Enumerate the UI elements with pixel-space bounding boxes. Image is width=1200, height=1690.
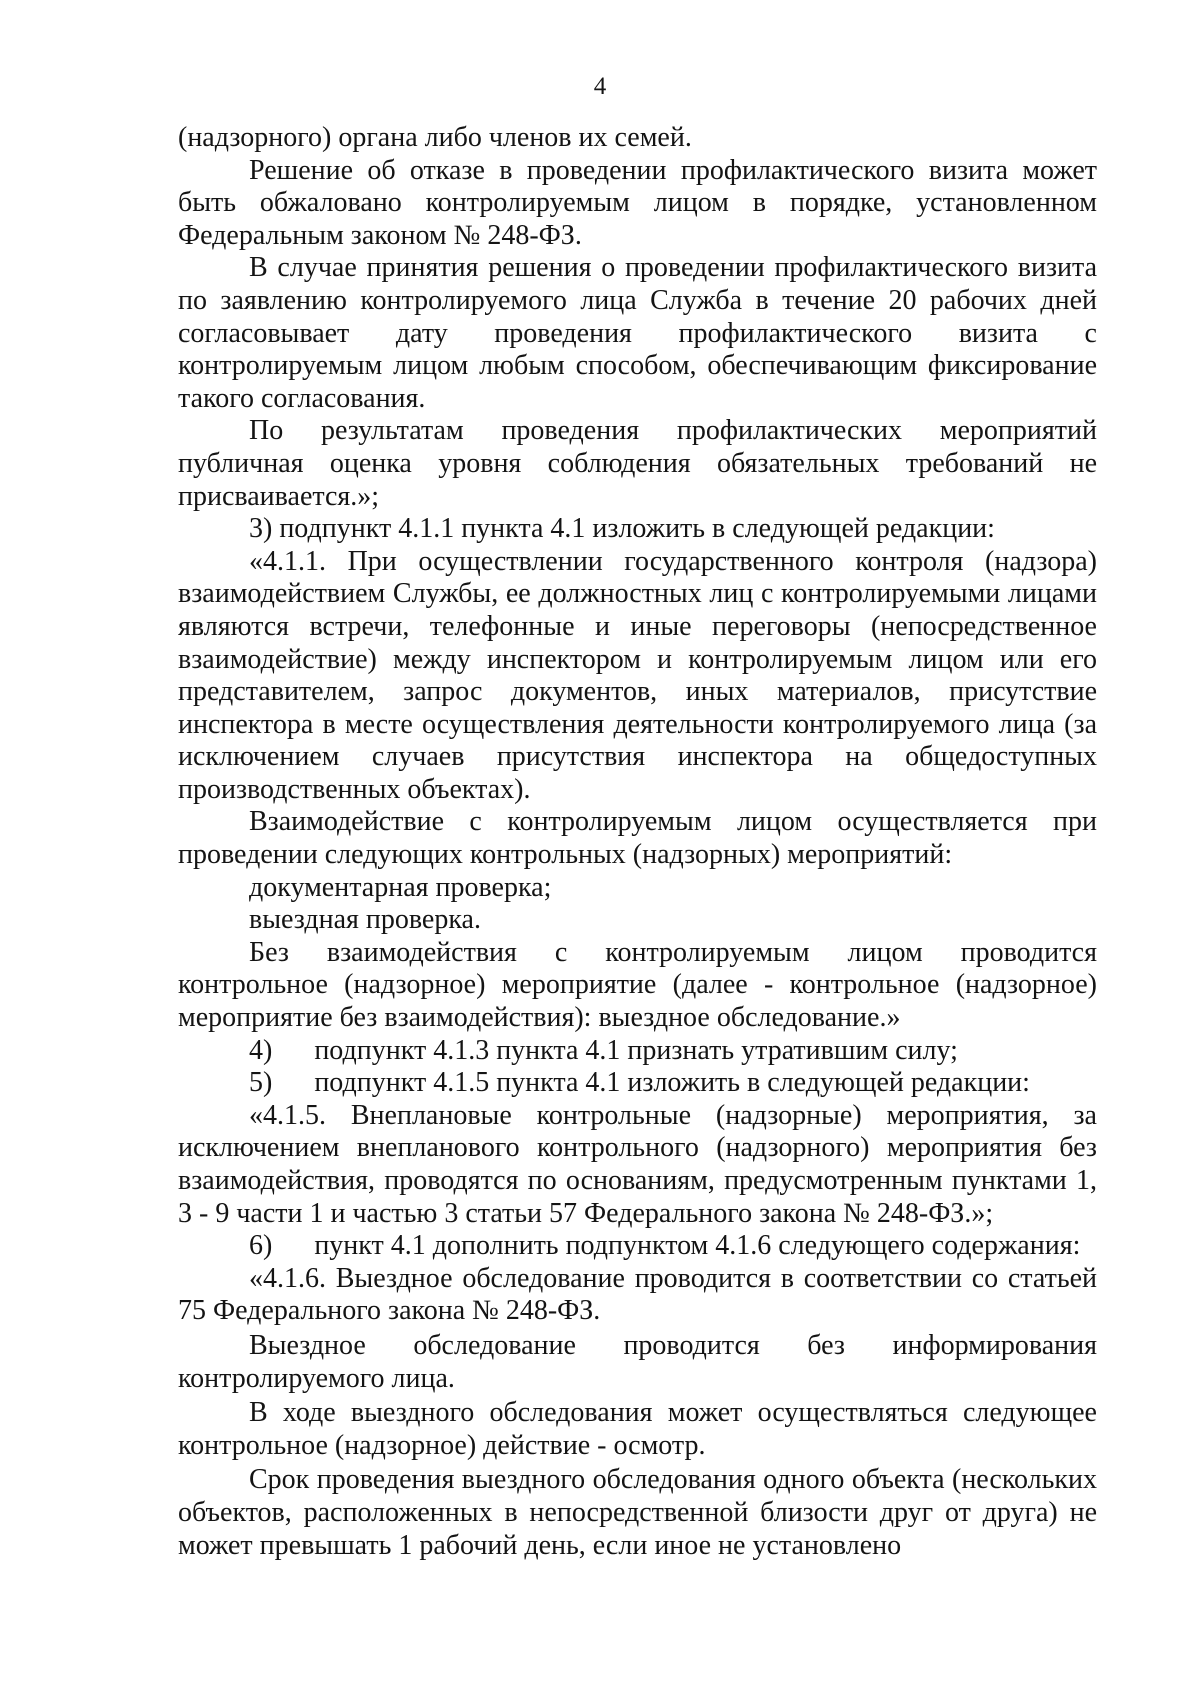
paragraph-documentary-check: документарная проверка; xyxy=(249,871,552,903)
document-body xyxy=(178,122,1097,1562)
paragraph-item-5: 5) подпункт 4.1.5 пункта 4.1 изложить в следующей редакции: xyxy=(249,1067,1030,1099)
paragraph-item-6: 6) пункт 4.1 дополнить подпунктом 4.1.6 следующего содержания: xyxy=(249,1230,1081,1262)
paragraph-4-1-5: «4.1.5. Внеплановые контрольные (надзорные) мероприятия, за исключением внепланового контрольного (надзорного) мероприятия без взаимодействия, проводятся по основаниям, предусмотренным пунктами 1, 3 - 9 части 1 и частью 3 статьи 57 Федерального закона № 248-ФЗ.»; xyxy=(178,1099,1097,1229)
page-number: 4 xyxy=(593,73,607,100)
paragraph-interaction: Взаимодействие с контролируемым лицом осуществляется при проведении следующих контрольных (надзорных) мероприятий: xyxy=(178,806,1097,871)
paragraph-4-1-1: «4.1.1. При осуществлении государственного контроля (надзора) взаимодействием Службы, ее должностных лиц с контролируемыми лицами являются встречи, телефонные и иные переговоры (непосредственное взаимодействие) между инспектором и контролируемым лицом или его представителем, запрос документов, иных материалов, присутствие инспектора в месте осуществления деятельности контролируемого лица (за исключением случаев присутствия инспектора на общедоступных производственных объектах). xyxy=(178,545,1097,805)
paragraph-item-3: 3) подпункт 4.1.1 пункта 4.1 изложить в следующей редакции: xyxy=(249,513,995,545)
paragraph-no-informing: Выездное обследование проводится без информирования контролируемого лица. xyxy=(178,1329,1097,1394)
paragraph-onsite-check: выездная проверка. xyxy=(249,904,481,936)
paragraph-public-assessment: По результатам проведения профилактических мероприятий публичная оценка уровня соблюдения обязательных требований не присваивается.»; xyxy=(178,415,1097,512)
paragraph-duration: Срок проведения выездного обследования одного объекта (нескольких объектов, расположенных в непосредственной близости друг от друга) не может превышать 1 рабочий день, если иное не установлено xyxy=(178,1464,1097,1561)
paragraph-item-4: 4) подпункт 4.1.3 пункта 4.1 признать утратившим силу; xyxy=(249,1034,958,1066)
paragraph-continuation: (надзорного) органа либо членов их семей. xyxy=(178,122,692,153)
paragraph-4-1-6: «4.1.6. Выездное обследование проводится в соответствии со статьей 75 Федерального закона № 248-ФЗ. xyxy=(178,1262,1097,1327)
paragraph-appeal: Решение об отказе в проведении профилактического визита может быть обжаловано контролируемым лицом в порядке, установленном Федеральным законом № 248-ФЗ. xyxy=(178,154,1097,251)
paragraph-visit-date: В случае принятия решения о проведении профилактического визита по заявлению контролируемого лица Служба в течение 20 рабочих дней согласовывает дату проведения профилактического визита с контролируемым лицом любым способом, обеспечивающим фиксирование такого согласования. xyxy=(178,252,1097,414)
paragraph-without-interaction: Без взаимодействия с контролируемым лицом проводится контрольное (надзорное) мероприятие (далее - контрольное (надзорное) мероприятие без взаимодействия): выездное обследование.» xyxy=(178,936,1097,1034)
paragraph-inspection-action: В ходе выездного обследования может осуществляться следующее контрольное (надзорное) действие - осмотр. xyxy=(178,1397,1097,1461)
